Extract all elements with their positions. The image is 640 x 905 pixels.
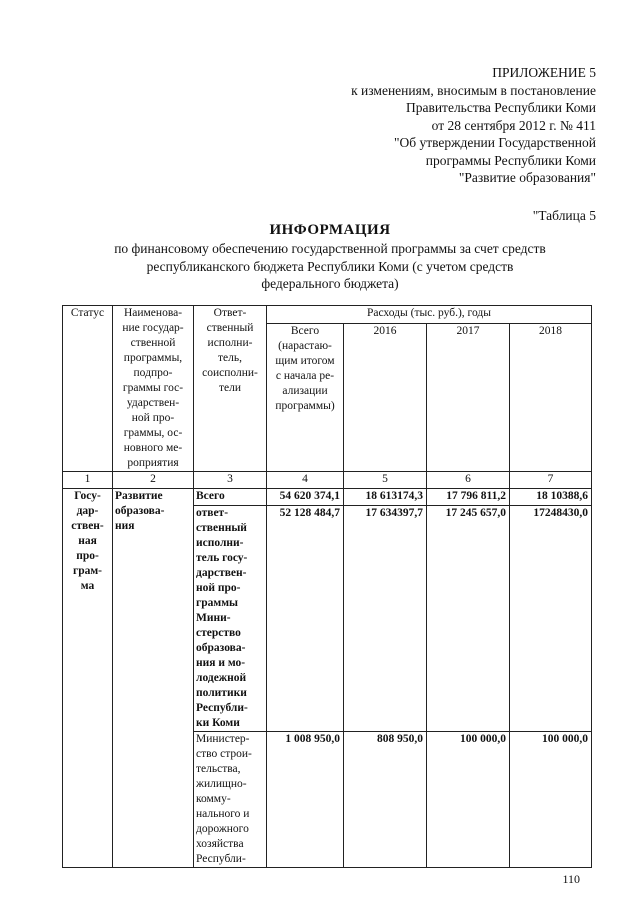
appendix-line: ПРИЛОЖЕНИЕ 5 (492, 65, 596, 80)
header-status: Статус (63, 306, 113, 472)
appendix-line: к изменениям, вносимым в постановление (351, 82, 596, 98)
col-number: 4 (267, 472, 344, 489)
col-number: 2 (113, 472, 194, 489)
page-number: 110 (562, 872, 580, 886)
year-2017-cell: 100 000,0 (427, 732, 510, 868)
document-subtitle (60, 240, 600, 293)
appendix-line: "Об утверждении Государственной (393, 135, 596, 150)
status-cell: Госу- дар- ствен- ная про- грам- ма (63, 489, 113, 868)
col-number: 7 (510, 472, 592, 489)
total-cell: 1 008 950,0 (267, 732, 344, 868)
year-2018-cell: 17248430,0 (510, 506, 592, 732)
executor-cell: ответ- ственный исполни- тель госу- дарствен- ной про- граммы Мини- стерство образова- ния и мо- лодежной политики Республи- ки Коми (194, 506, 267, 732)
year-2018-cell: 100 000,0 (510, 732, 592, 868)
subtitle-line: республиканского бюджета Республики Коми (с учетом средств (146, 258, 514, 274)
col-number: 5 (344, 472, 427, 489)
program-name-cell: Развитие образова- ния (113, 489, 194, 868)
total-cell: 52 128 484,7 (267, 506, 344, 732)
appendix-line: от 28 сентября 2012 г. № 411 (431, 117, 596, 133)
header-year-2017: 2017 (427, 324, 510, 472)
col-number: 1 (63, 472, 113, 489)
document-title: ИНФОРМАЦИЯ (269, 222, 391, 238)
appendix-line: программы Республики Коми (425, 152, 596, 168)
year-2017-cell: 17 245 657,0 (427, 506, 510, 732)
executor-cell: Всего (194, 489, 267, 506)
header-responsible: Ответ- ственный исполни- тель, соисполни- тели (194, 306, 267, 472)
table-row (63, 489, 592, 506)
year-2016-cell: 18 613174,3 (344, 489, 427, 506)
header-year-2018: 2018 (510, 324, 592, 472)
subtitle-line: по финансовому обеспечению государственной программы за счет средств (114, 241, 546, 256)
header-row (63, 306, 592, 324)
year-2016-cell: 808 950,0 (344, 732, 427, 868)
appendix-line: "Развитие образования" (458, 170, 596, 185)
year-2018-cell: 18 10388,6 (510, 489, 592, 506)
financing-table (62, 305, 592, 868)
header-total: Всего (нарастаю- щим итогом с начала ре- ализации программы) (267, 324, 344, 472)
appendix-line: Правительства Республики Коми (405, 100, 596, 115)
header-year-2016: 2016 (344, 324, 427, 472)
appendix-header (351, 64, 596, 187)
table-label: "Таблица 5 (532, 208, 596, 223)
year-2017-cell: 17 796 811,2 (427, 489, 510, 506)
total-cell: 54 620 374,1 (267, 489, 344, 506)
year-2016-cell: 17 634397,7 (344, 506, 427, 732)
subtitle-line: федерального бюджета) (261, 276, 399, 291)
header-name: Наименова- ние государ- ственной программы, подпро- граммы гос- ударствен- ной про- граммы, ос- новного ме- роприятия (113, 306, 194, 472)
col-number: 6 (427, 472, 510, 489)
header-expenses: Расходы (тыс. руб.), годы (267, 306, 592, 324)
col-number: 3 (194, 472, 267, 489)
executor-cell: Министер- ство строи- тельства, жилищно- комму- нального и дорожного хозяйства Республи- (194, 732, 267, 868)
column-number-row (63, 472, 592, 489)
